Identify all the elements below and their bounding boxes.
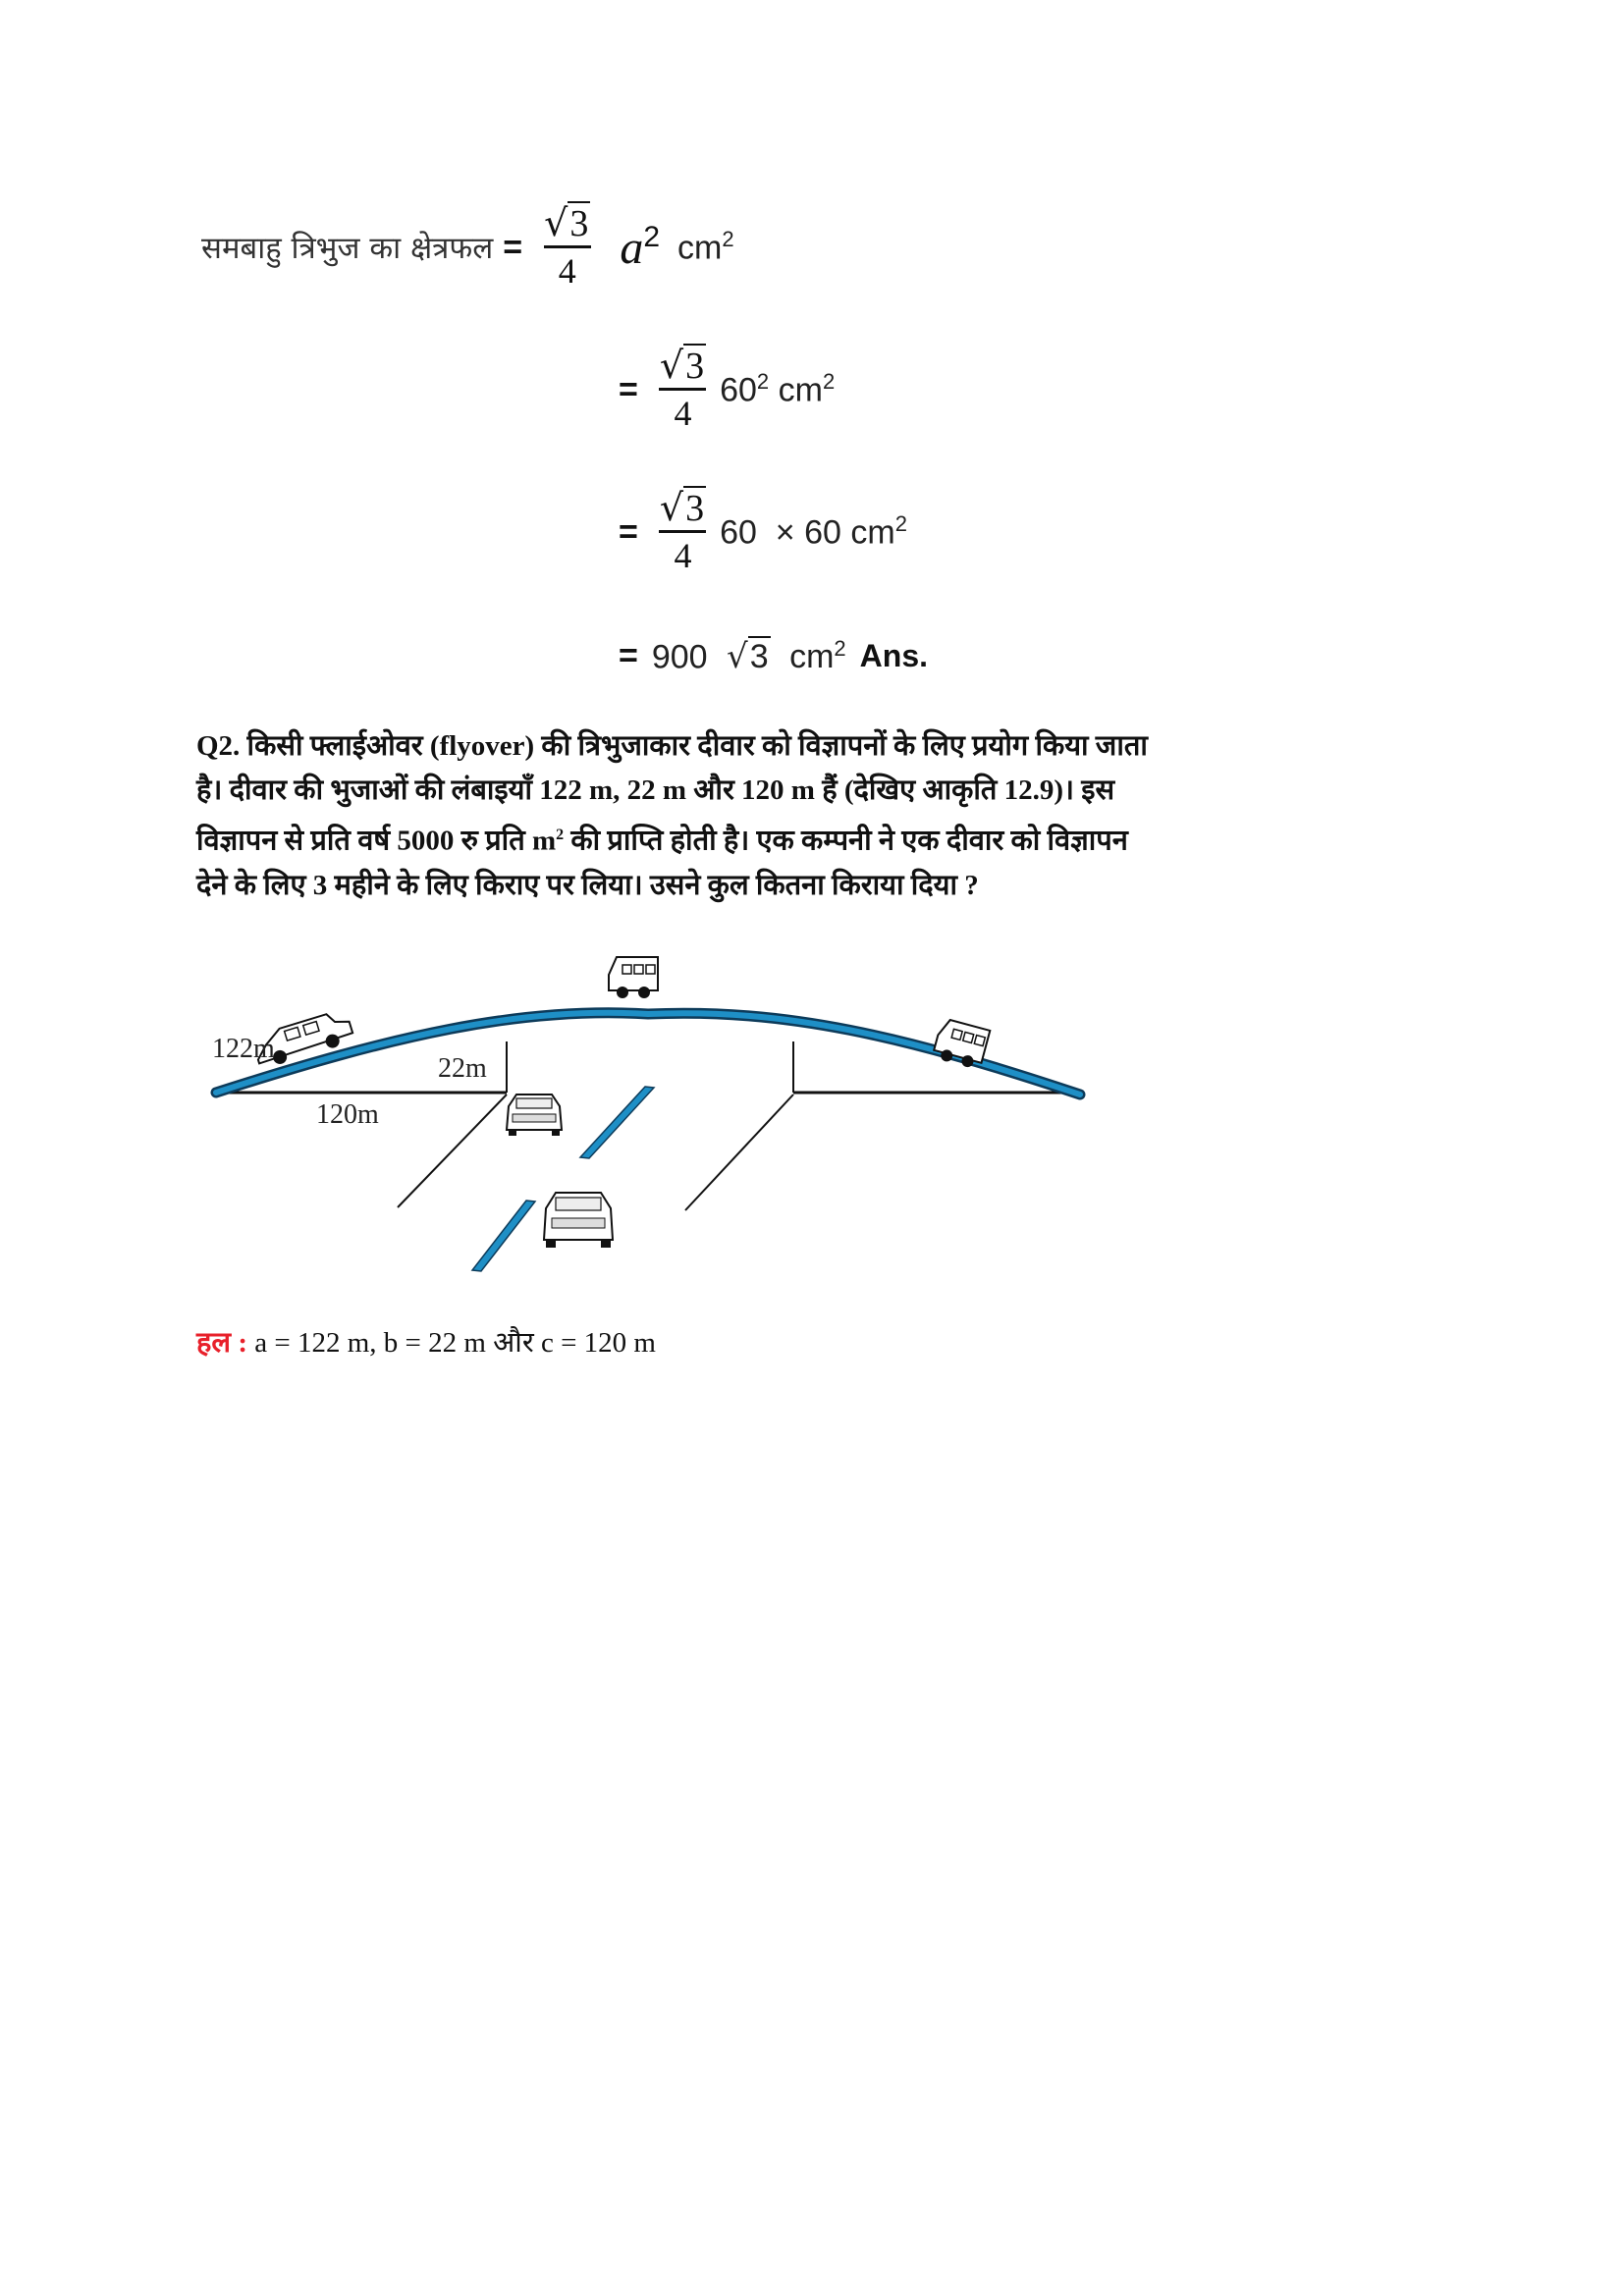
unit: $cm^2$ [677, 227, 734, 267]
term-60x60: 60 × 60 $cm^2$ [720, 511, 907, 552]
solution-line [196, 1322, 656, 1361]
question-line-1: Q2. किसी फ्लाईओवर (flyover) की त्रिभुजाकार दीवार को विज्ञापनों के लिए प्रयोग किया जाता [196, 730, 1148, 762]
solution-label: हल : [196, 1327, 247, 1359]
lane-marker [580, 1087, 654, 1158]
question-line-4: देने के लिए 3 महीने के लिए किराए पर लिया। उसने कुल कितना किराया दिया ? [196, 869, 979, 901]
question-line-2: है। दीवार की भुजाओं की लंबाइयाँ 122 m, 22 m और 120 m हैं (देखिए आकृति 12.9)। इस [196, 774, 1115, 806]
formula-step-4 [619, 636, 928, 676]
sqrt-icon: √ [727, 637, 748, 677]
equals-sign: = [619, 370, 638, 408]
term-60-squared: $60^2$ $cm^2$ [720, 369, 836, 409]
variable-a: $a^2$ [620, 220, 661, 274]
question-line-3: विज्ञापन से प्रति वर्ष 5000 रु प्रति $m^2$ की प्राप्ति होती है। एक कम्पनी ने एक दीवार को विज्ञापन [196, 825, 1128, 857]
term-900-root3: 900 √3 $cm^2$ [651, 636, 846, 677]
van-icon [609, 957, 658, 998]
fraction-root3-over-4: $\frac{√3}{4}$ [656, 344, 710, 436]
fraction-root3-over-4: $\frac{√3}{4}$ [540, 201, 594, 294]
formula-label: समबाहु त्रिभुज का क्षेत्रफल [201, 231, 494, 266]
car-front-icon [507, 1095, 562, 1136]
label-22m: 22m [438, 1053, 487, 1084]
car-front-icon [544, 1193, 613, 1248]
formula-step-2 [619, 344, 835, 436]
label-120m: 120m [316, 1099, 379, 1130]
solution-text: a = 122 m, b = 22 m और c = 120 m [246, 1327, 656, 1359]
formula-step-3 [619, 486, 907, 578]
fraction-root3-over-4: $\frac{√3}{4}$ [656, 486, 710, 578]
equals-sign: = [619, 512, 638, 551]
equals-sign: = [619, 637, 638, 675]
question-q2 [196, 724, 1473, 908]
label-122m: 122m [212, 1034, 275, 1064]
flyover-figure [196, 947, 1100, 1291]
sqrt-icon: √ [659, 344, 684, 387]
answer-label: Ans. [859, 638, 929, 674]
formula-step-1 [201, 201, 734, 294]
lane-marker [472, 1201, 535, 1271]
sqrt-icon: √ [659, 486, 684, 529]
sqrt-icon: √ [544, 201, 568, 244]
equals-sign: = [503, 228, 523, 266]
